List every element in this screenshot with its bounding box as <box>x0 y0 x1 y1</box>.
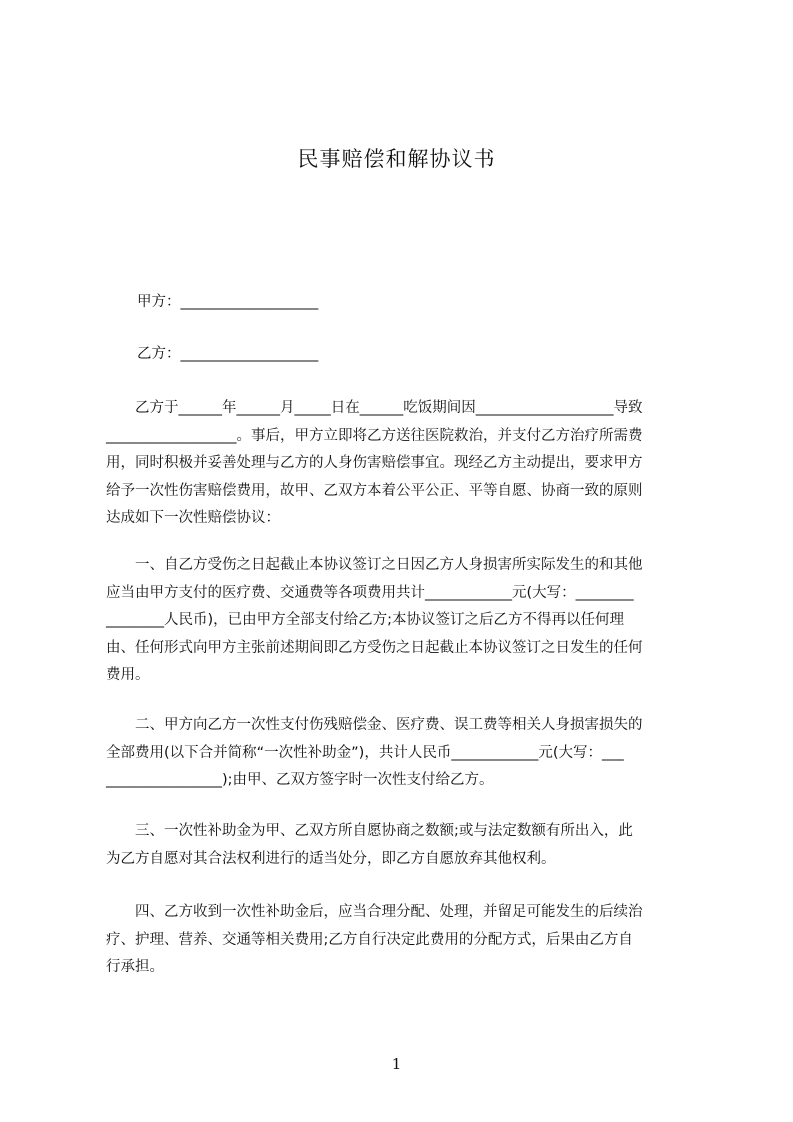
clause-2: 二、甲方向乙方一次性支付伤残赔偿金、医疗费、误工费等相关人身损害损失的 全部费用(以下合并简称“一次性补助金”)，共计人民币____________元(大写：___ ________________);由甲、乙双方签字时一次性支付给乙方。 <box>106 717 643 788</box>
page-number: 1 <box>391 1055 402 1073</box>
clause-4: 四、乙方收到一次性补助金后，应当合理分配、处理，并留足可能发生的后续治 疗、护理、营养、交通等相关费用;乙方自行决定此费用的分配方式，后果由乙方自 行承担。 <box>106 904 643 975</box>
clause-1: 一、自乙方受伤之日起截止本协议签订之日因乙方人身损害所实际发生的和其他 应当由甲方支付的医疗费、交通费等各项费用共计____________元(大写：________ ________人民币)，已由甲方全部支付给乙方;本协议签订之后乙方不得再以任何理 由、任何形式向甲方主张前述期间即乙方受伤之日起截止本协议签订之日发生的任何 费用。 <box>106 557 643 683</box>
party-b-line: 乙方：___________________ <box>137 346 319 362</box>
clause-3: 三、一次性补助金为甲、乙双方所自愿协商之数额;或与法定数额有所出入，此 为乙方自愿对其合法权利进行的适当处分，即乙方自愿放弃其他权利。 <box>106 823 633 867</box>
document-title: 民事赔偿和解协议书 <box>297 147 496 171</box>
intro-paragraph: 乙方于______年______月_____日在______吃饭期间因___________________导致 __________________。事后，甲方立即将乙方送往医院救治，并支付乙方治疗所需费 用，同时积极并妥善处理与乙方的人身伤害赔偿事宜。现经乙方主动提出，要求甲方 给予一次性伤害赔偿费用，故甲、乙双方本着公平公正、平等自愿、协商一致的原则 达成如下一次性赔偿协议： <box>106 400 643 526</box>
party-a-line: 甲方：___________________ <box>137 294 319 310</box>
